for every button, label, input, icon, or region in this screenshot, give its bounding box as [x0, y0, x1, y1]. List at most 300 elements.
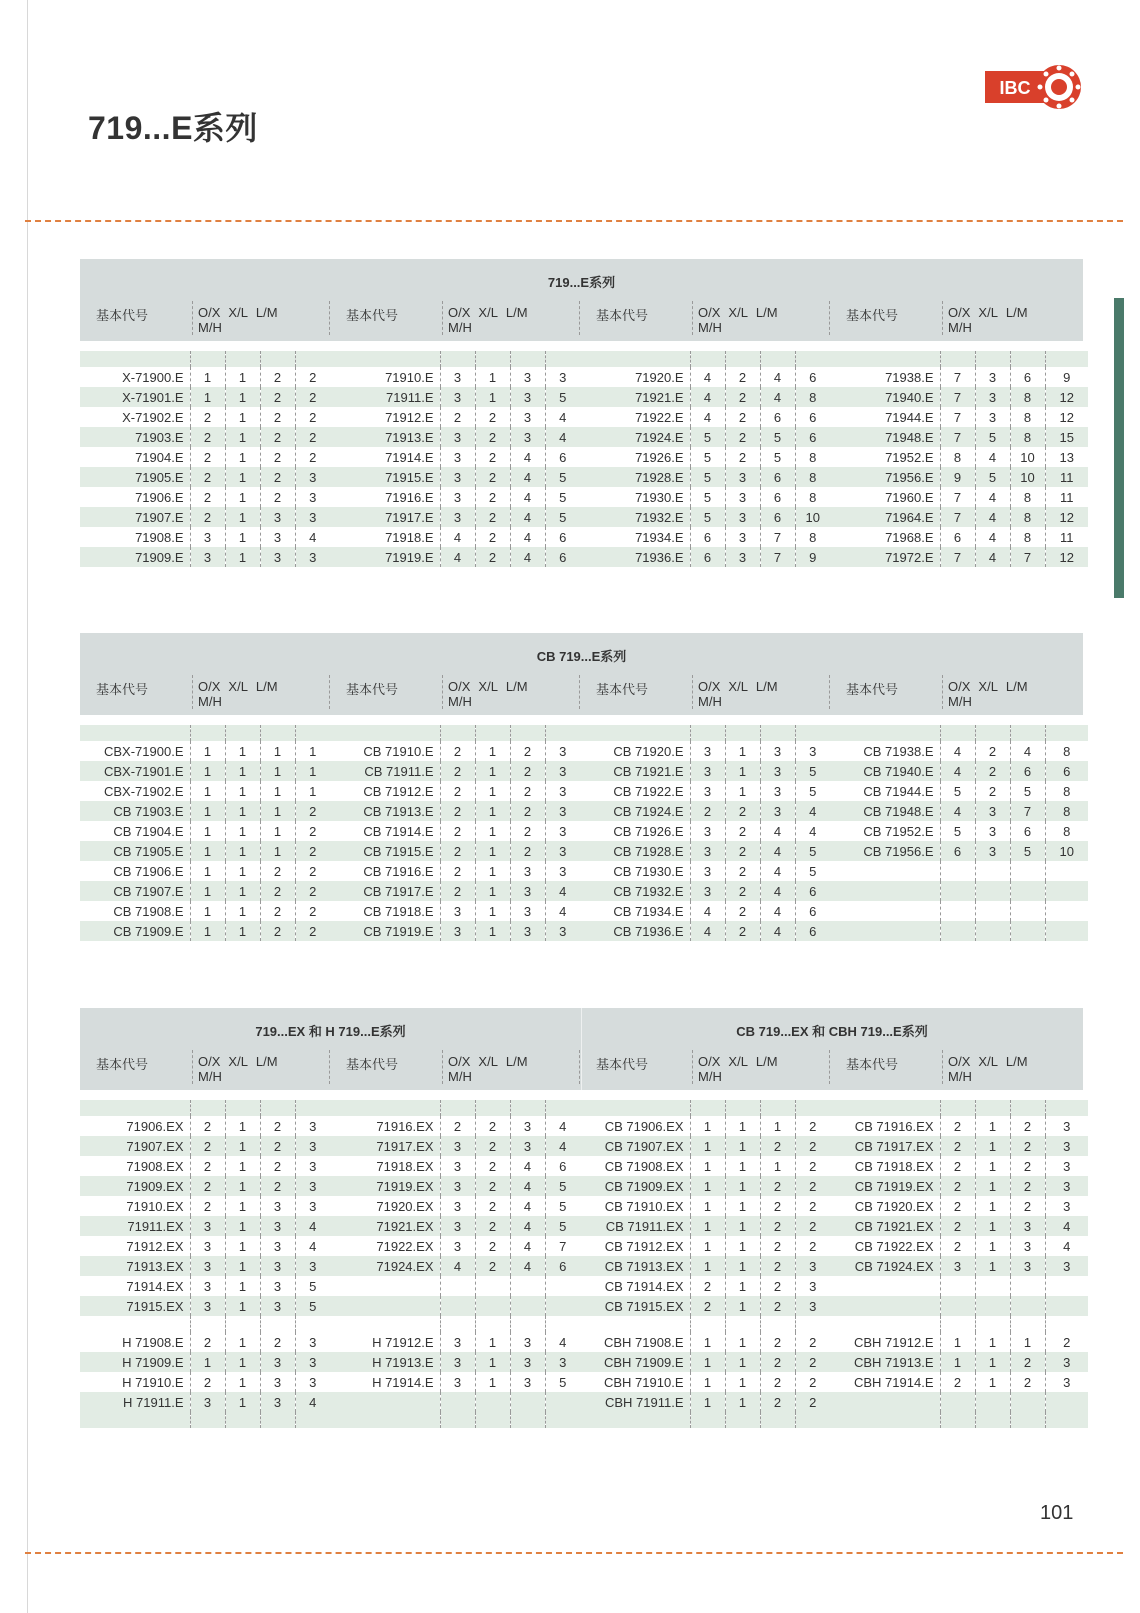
value-cell: 2 — [760, 1372, 795, 1392]
table-row — [80, 527, 1088, 547]
value-cell: 2 — [760, 1136, 795, 1156]
table-719-e — [80, 259, 1083, 567]
value-cell: 2 — [475, 407, 510, 427]
bearing-code-cell: CB 71913.EX — [580, 1256, 690, 1276]
value-cell — [940, 1392, 975, 1412]
value-cell: 3 — [1010, 1256, 1045, 1276]
value-cell: 3 — [295, 1156, 330, 1176]
value-cell: 1 — [725, 1256, 760, 1276]
value-cell: 4 — [760, 821, 795, 841]
value-cell: 4 — [510, 1156, 545, 1176]
value-cell: 4 — [510, 547, 545, 567]
value-cell: 1 — [690, 1176, 725, 1196]
value-cell: 2 — [725, 407, 760, 427]
value-cell: 2 — [475, 467, 510, 487]
value-cell: 1 — [475, 387, 510, 407]
value-cell: 3 — [190, 1276, 225, 1296]
value-cell: 4 — [760, 901, 795, 921]
xl-header: X/L — [978, 1054, 998, 1069]
value-cell: 5 — [545, 1196, 580, 1216]
value-cell: 10 — [795, 507, 830, 527]
value-cell: 3 — [440, 1352, 475, 1372]
value-cell: 8 — [1045, 781, 1088, 801]
mh-header: M/H — [448, 320, 472, 335]
value-cell: 1 — [190, 921, 225, 941]
value-cell: 5 — [545, 487, 580, 507]
value-cell: 13 — [1045, 447, 1088, 467]
value-cell: 3 — [1010, 1216, 1045, 1236]
data-table — [80, 1100, 1088, 1428]
value-cell: 3 — [510, 427, 545, 447]
value-cell: 2 — [475, 507, 510, 527]
value-cell: 5 — [690, 467, 725, 487]
value-cell — [975, 1392, 1010, 1412]
value-cell: 9 — [1045, 367, 1088, 387]
column-separator — [192, 1050, 193, 1084]
value-cell: 7 — [940, 387, 975, 407]
bearing-code-cell: CB 71913.E — [330, 801, 440, 821]
bearing-code-cell: CB 71914.EX — [604, 1278, 684, 1294]
value-cell: 1 — [190, 367, 225, 387]
bearing-code-cell — [830, 881, 940, 901]
value-cell: 3 — [295, 507, 330, 527]
value-cell: 1 — [1010, 1332, 1045, 1352]
value-cell: 2 — [510, 801, 545, 821]
bearing-code-cell: CB 71910.E — [363, 743, 434, 759]
bearing-code-cell: 71905.E — [80, 467, 190, 487]
value-cell: 2 — [725, 447, 760, 467]
value-cell: 1 — [260, 841, 295, 861]
value-cell: 2 — [725, 387, 760, 407]
bearing-code-cell: 71964.E — [830, 507, 940, 527]
sub-column-headers — [198, 1054, 286, 1084]
bearing-code-cell: 71911.EX — [80, 1216, 190, 1236]
value-cell: 1 — [190, 881, 225, 901]
code-column-header: 基本代号 — [346, 308, 399, 323]
value-cell: 2 — [940, 1156, 975, 1176]
value-cell: 2 — [975, 761, 1010, 781]
value-cell: 3 — [510, 861, 545, 881]
value-cell: 1 — [725, 1352, 760, 1372]
value-cell: 8 — [795, 467, 830, 487]
value-cell: 4 — [760, 387, 795, 407]
page-title: 719...E系列 — [88, 110, 258, 146]
bearing-code-cell: CB 71909.EX — [580, 1176, 690, 1196]
value-cell: 2 — [475, 1116, 510, 1136]
table-row — [80, 1136, 1088, 1156]
bearing-code-cell — [830, 861, 940, 881]
value-cell: 4 — [760, 841, 795, 861]
bearing-code-cell: CBH 71912.E — [854, 1334, 934, 1350]
value-cell: 2 — [760, 1196, 795, 1216]
value-cell: 5 — [760, 427, 795, 447]
bearing-code-cell: CB 71918.E — [363, 903, 434, 919]
value-cell: 1 — [260, 741, 295, 761]
value-cell: 8 — [1010, 507, 1045, 527]
bearing-code-cell: 71911.E — [330, 387, 440, 407]
value-cell: 1 — [225, 781, 260, 801]
value-cell: 2 — [260, 407, 295, 427]
value-cell: 4 — [690, 901, 725, 921]
bearing-code-cell: H 71914.E — [372, 1374, 434, 1390]
mh-header: M/H — [198, 1069, 222, 1084]
value-cell: 1 — [225, 1332, 260, 1352]
value-cell: 4 — [940, 741, 975, 761]
value-cell: 3 — [260, 507, 295, 527]
value-cell: 4 — [510, 1176, 545, 1196]
column-separator — [192, 675, 193, 709]
value-cell: 2 — [940, 1372, 975, 1392]
value-cell: 2 — [690, 1276, 725, 1296]
value-cell: 2 — [1010, 1156, 1045, 1176]
value-cell: 2 — [475, 1216, 510, 1236]
value-cell: 2 — [795, 1156, 830, 1176]
bearing-code-cell: CB 71912.E — [363, 783, 434, 799]
spacer-row — [80, 351, 1088, 367]
value-cell: 2 — [725, 841, 760, 861]
value-cell: 1 — [225, 1116, 260, 1136]
value-cell: 12 — [1045, 387, 1088, 407]
value-cell — [975, 881, 1010, 901]
value-cell: 3 — [440, 1196, 475, 1216]
value-cell: 3 — [440, 1176, 475, 1196]
value-cell: 3 — [510, 367, 545, 387]
value-cell: 1 — [225, 861, 260, 881]
bearing-code-cell: 71914.E — [385, 449, 434, 465]
value-cell: 2 — [440, 861, 475, 881]
bearing-code-cell: CB 71936.E — [580, 921, 690, 941]
value-cell: 5 — [295, 1296, 330, 1316]
code-column-header: 基本代号 — [346, 682, 399, 697]
data-table — [80, 351, 1088, 567]
value-cell: 1 — [975, 1372, 1010, 1392]
value-cell: 1 — [475, 367, 510, 387]
value-cell: 5 — [1010, 781, 1045, 801]
value-cell: 3 — [260, 547, 295, 567]
value-cell: 1 — [725, 1116, 760, 1136]
bearing-code-cell: X-71901.E — [80, 387, 190, 407]
value-cell: 5 — [795, 781, 830, 801]
table-row — [80, 1276, 1088, 1296]
lm-header: L/M — [755, 305, 778, 320]
table-header — [80, 259, 1083, 341]
value-cell: 3 — [260, 1236, 295, 1256]
table-cb-719-e — [80, 633, 1083, 941]
bearing-code-cell: CB 71922.EX — [854, 1238, 934, 1254]
bearing-code-cell: 71920.E — [635, 369, 684, 385]
ox-header: O/X — [448, 305, 471, 320]
code-column-header: 基本代号 — [96, 682, 149, 697]
value-cell: 1 — [690, 1136, 725, 1156]
value-cell: 1 — [690, 1156, 725, 1176]
value-cell: 8 — [1010, 527, 1045, 547]
table-row — [80, 427, 1088, 447]
bearing-code-cell: CB 71917.E — [330, 881, 440, 901]
value-cell — [940, 901, 975, 921]
bearing-code-cell — [330, 1296, 440, 1316]
table-row — [80, 1296, 1088, 1316]
column-group-header — [580, 1048, 830, 1088]
value-cell: 2 — [475, 1196, 510, 1216]
table-row — [80, 547, 1088, 567]
value-cell: 3 — [975, 801, 1010, 821]
mh-header: M/H — [198, 320, 222, 335]
value-cell: 1 — [295, 781, 330, 801]
value-cell: 2 — [295, 427, 330, 447]
value-cell: 7 — [940, 547, 975, 567]
value-cell: 1 — [225, 821, 260, 841]
value-cell: 8 — [1010, 387, 1045, 407]
value-cell: 3 — [690, 821, 725, 841]
value-cell: 5 — [690, 447, 725, 467]
value-cell: 3 — [690, 841, 725, 861]
value-cell: 3 — [440, 1372, 475, 1392]
value-cell: 2 — [725, 901, 760, 921]
bearing-code-cell: CBX-71900.E — [104, 743, 184, 759]
table-row — [80, 1352, 1088, 1372]
value-cell: 1 — [690, 1352, 725, 1372]
value-cell: 3 — [440, 1216, 475, 1236]
bearing-code-cell: CB 71934.E — [613, 903, 684, 919]
value-cell: 3 — [295, 1136, 330, 1156]
value-cell: 2 — [295, 861, 330, 881]
value-cell: 3 — [975, 841, 1010, 861]
value-cell: 2 — [725, 861, 760, 881]
bearing-code-cell: CB 71932.E — [580, 881, 690, 901]
ox-header: O/X — [698, 1054, 721, 1069]
value-cell: 2 — [725, 821, 760, 841]
value-cell: 2 — [260, 487, 295, 507]
value-cell: 3 — [440, 901, 475, 921]
value-cell: 3 — [295, 1372, 330, 1392]
value-cell: 3 — [690, 781, 725, 801]
value-cell: 6 — [760, 507, 795, 527]
bearing-code-cell: CB 71928.E — [580, 841, 690, 861]
value-cell: 1 — [225, 547, 260, 567]
value-cell: 3 — [725, 467, 760, 487]
bearing-code-cell: 71960.E — [885, 489, 934, 505]
value-cell: 5 — [795, 861, 830, 881]
bearing-code-cell: CB 71916.EX — [854, 1118, 934, 1134]
bearing-code-cell — [830, 1296, 940, 1316]
value-cell: 3 — [510, 1352, 545, 1372]
value-cell: 7 — [940, 407, 975, 427]
value-cell — [1045, 921, 1088, 941]
value-cell: 2 — [295, 841, 330, 861]
value-cell: 3 — [545, 861, 580, 881]
value-cell: 7 — [940, 487, 975, 507]
value-cell: 2 — [475, 1236, 510, 1256]
value-cell: 4 — [690, 387, 725, 407]
value-cell: 1 — [225, 841, 260, 861]
value-cell: 1 — [225, 761, 260, 781]
mh-header: M/H — [448, 694, 472, 709]
value-cell: 3 — [295, 1256, 330, 1276]
bearing-code-cell — [330, 1276, 440, 1296]
bearing-code-cell: CBH 71914.E — [854, 1374, 934, 1390]
value-cell: 6 — [795, 367, 830, 387]
value-cell: 2 — [475, 527, 510, 547]
value-cell — [545, 1296, 580, 1316]
bearing-code-cell: CB 71920.E — [613, 743, 684, 759]
code-column-header: 基本代号 — [596, 1057, 649, 1072]
table-row — [80, 781, 1088, 801]
value-cell: 4 — [940, 761, 975, 781]
column-group-header — [580, 299, 830, 339]
value-cell: 1 — [225, 1176, 260, 1196]
value-cell: 1 — [225, 387, 260, 407]
value-cell: 3 — [1045, 1352, 1088, 1372]
sub-column-headers — [198, 679, 286, 709]
xl-header: X/L — [728, 305, 748, 320]
value-cell — [1045, 861, 1088, 881]
value-cell: 4 — [545, 901, 580, 921]
lm-header: L/M — [755, 679, 778, 694]
value-cell: 4 — [760, 881, 795, 901]
value-cell: 4 — [975, 527, 1010, 547]
value-cell: 8 — [795, 447, 830, 467]
value-cell: 2 — [260, 367, 295, 387]
value-cell: 5 — [940, 781, 975, 801]
bearing-code-cell: 71908.E — [135, 529, 184, 545]
value-cell: 2 — [510, 761, 545, 781]
value-cell: 2 — [260, 1136, 295, 1156]
value-cell: 2 — [295, 901, 330, 921]
value-cell: 4 — [975, 487, 1010, 507]
value-cell: 3 — [510, 921, 545, 941]
value-cell: 2 — [190, 487, 225, 507]
value-cell: 1 — [295, 741, 330, 761]
sub-column-headers — [948, 305, 1036, 335]
value-cell: 2 — [475, 547, 510, 567]
table-row — [80, 821, 1088, 841]
value-cell: 5 — [690, 507, 725, 527]
value-cell: 1 — [225, 507, 260, 527]
value-cell: 6 — [795, 921, 830, 941]
value-cell: 2 — [260, 427, 295, 447]
table-row — [80, 467, 1088, 487]
value-cell: 4 — [545, 1332, 580, 1352]
value-cell: 5 — [545, 1176, 580, 1196]
value-cell: 8 — [1010, 427, 1045, 447]
lm-header: L/M — [255, 305, 278, 320]
value-cell: 3 — [545, 821, 580, 841]
value-cell: 2 — [440, 801, 475, 821]
value-cell: 4 — [760, 921, 795, 941]
value-cell: 3 — [725, 487, 760, 507]
value-cell: 1 — [475, 1352, 510, 1372]
value-cell: 4 — [440, 547, 475, 567]
code-column-header: 基本代号 — [846, 308, 899, 323]
value-cell: 1 — [475, 1332, 510, 1352]
value-cell: 6 — [690, 547, 725, 567]
bearing-code-cell — [830, 921, 940, 941]
value-cell: 12 — [1045, 407, 1088, 427]
value-cell: 3 — [795, 741, 830, 761]
value-cell: 2 — [795, 1116, 830, 1136]
value-cell: 2 — [940, 1196, 975, 1216]
value-cell: 6 — [795, 407, 830, 427]
bearing-code-cell: 71920.EX — [376, 1198, 434, 1214]
left-margin-rule — [27, 0, 28, 1613]
value-cell: 2 — [760, 1256, 795, 1276]
bearing-code-cell: CBH 71911.E — [580, 1392, 690, 1412]
value-cell: 3 — [440, 387, 475, 407]
bearing-code-cell: 71922.EX — [376, 1238, 434, 1254]
value-cell: 3 — [260, 527, 295, 547]
value-cell: 1 — [225, 467, 260, 487]
value-cell: 3 — [1010, 1236, 1045, 1256]
bearing-code-cell: CB 71906.E — [113, 863, 184, 879]
value-cell: 4 — [545, 1116, 580, 1136]
table-row — [80, 741, 1088, 761]
value-cell: 4 — [545, 407, 580, 427]
bearing-code-cell: 71912.E — [385, 409, 434, 425]
value-cell: 1 — [190, 841, 225, 861]
value-cell — [975, 861, 1010, 881]
ox-header: O/X — [198, 679, 221, 694]
value-cell: 1 — [725, 1136, 760, 1156]
value-cell: 3 — [190, 1296, 225, 1316]
value-cell: 4 — [510, 467, 545, 487]
mh-header: M/H — [948, 1069, 972, 1084]
table-row — [80, 1176, 1088, 1196]
value-cell: 1 — [690, 1196, 725, 1216]
value-cell: 3 — [795, 1276, 830, 1296]
bearing-code-cell: 71922.E — [635, 409, 684, 425]
code-column-header: 基本代号 — [596, 308, 649, 323]
column-separator — [442, 675, 443, 709]
value-cell: 2 — [760, 1392, 795, 1412]
table-row — [80, 901, 1088, 921]
code-column-header: 基本代号 — [846, 1057, 899, 1072]
value-cell: 4 — [295, 527, 330, 547]
value-cell: 2 — [440, 821, 475, 841]
value-cell: 4 — [545, 1136, 580, 1156]
value-cell: 6 — [545, 1156, 580, 1176]
ibc-logo — [985, 62, 1085, 112]
value-cell: 7 — [940, 367, 975, 387]
value-cell: 1 — [760, 1116, 795, 1136]
value-cell: 6 — [760, 467, 795, 487]
table-row — [80, 487, 1088, 507]
value-cell: 2 — [725, 881, 760, 901]
value-cell: 1 — [975, 1136, 1010, 1156]
spacer-row — [80, 1100, 1088, 1116]
value-cell — [510, 1276, 545, 1296]
value-cell: 3 — [510, 407, 545, 427]
value-cell: 6 — [940, 841, 975, 861]
value-cell: 7 — [940, 507, 975, 527]
value-cell: 2 — [440, 761, 475, 781]
column-group-header — [80, 673, 330, 713]
bearing-code-cell: CBH 71908.E — [604, 1334, 684, 1350]
value-cell: 7 — [1010, 547, 1045, 567]
value-cell: 4 — [690, 407, 725, 427]
value-cell: 3 — [440, 1236, 475, 1256]
value-cell: 2 — [190, 1196, 225, 1216]
value-cell: 1 — [690, 1372, 725, 1392]
bearing-code-cell: CB 71912.EX — [604, 1238, 684, 1254]
table-719-ex — [80, 1008, 1083, 1428]
table-row — [80, 1392, 1088, 1412]
sub-column-headers — [698, 679, 786, 709]
code-column-header: 基本代号 — [846, 682, 899, 697]
value-cell: 3 — [440, 1156, 475, 1176]
value-cell — [475, 1392, 510, 1412]
value-cell: 4 — [795, 821, 830, 841]
value-cell: 2 — [725, 801, 760, 821]
